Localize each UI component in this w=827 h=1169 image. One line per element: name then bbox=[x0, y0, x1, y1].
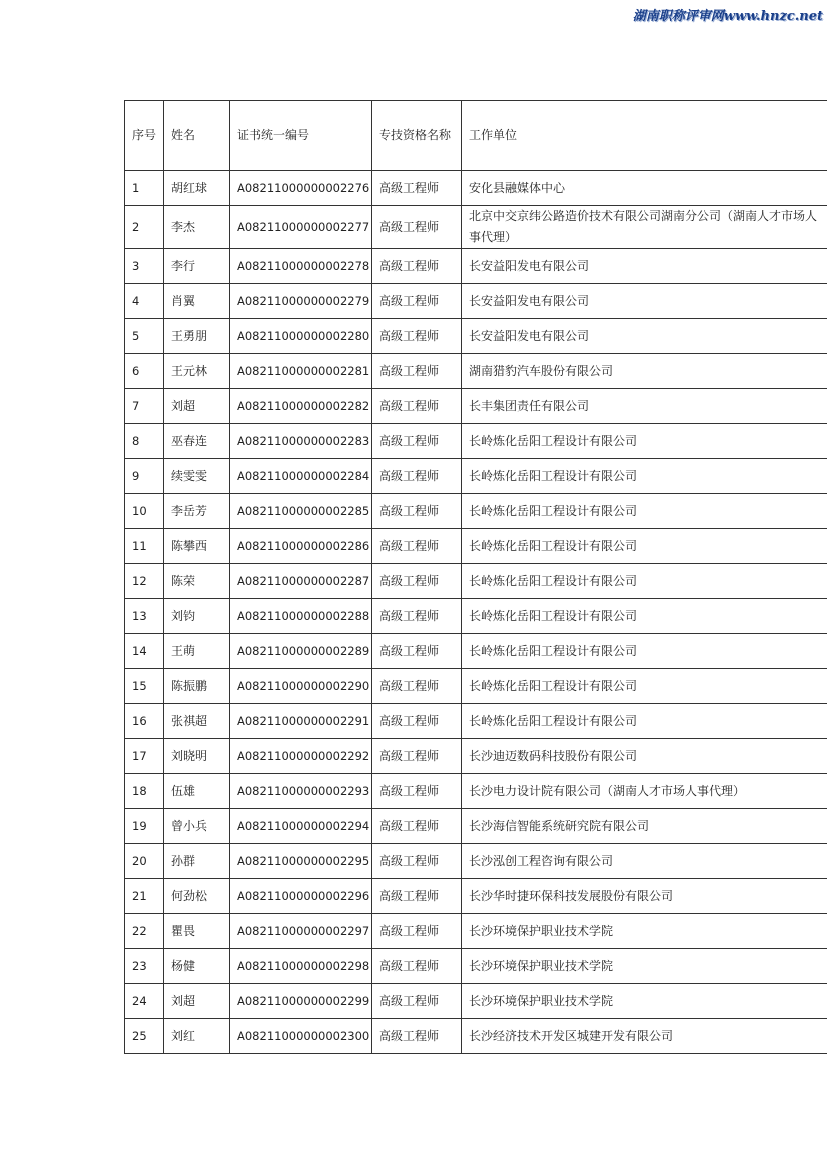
cell-qual: 高级工程师 bbox=[372, 206, 462, 249]
cell-seq: 14 bbox=[125, 634, 164, 669]
cell-seq: 3 bbox=[125, 249, 164, 284]
cell-qual: 高级工程师 bbox=[372, 739, 462, 774]
table-row bbox=[125, 1019, 827, 1054]
cell-unit: 湖南猎豹汽车股份有限公司 bbox=[462, 354, 827, 389]
cell-seq: 25 bbox=[125, 1019, 164, 1054]
cell-qual: 高级工程师 bbox=[372, 634, 462, 669]
table-row bbox=[125, 319, 827, 354]
cell-seq: 8 bbox=[125, 424, 164, 459]
cell-qual: 高级工程师 bbox=[372, 564, 462, 599]
table-row bbox=[125, 284, 827, 319]
cell-unit: 长岭炼化岳阳工程设计有限公司 bbox=[462, 634, 827, 669]
cell-cert: A08211000000002298 bbox=[230, 949, 372, 984]
header-qual: 专技资格名称 bbox=[372, 101, 462, 171]
cell-seq: 23 bbox=[125, 949, 164, 984]
table-row bbox=[125, 704, 827, 739]
cell-name: 刘超 bbox=[164, 984, 230, 1019]
roster-table bbox=[124, 100, 827, 1054]
table-row bbox=[125, 494, 827, 529]
cell-name: 巫春连 bbox=[164, 424, 230, 459]
cell-unit: 长沙经济技术开发区城建开发有限公司 bbox=[462, 1019, 827, 1054]
cell-seq: 12 bbox=[125, 564, 164, 599]
cell-cert: A08211000000002295 bbox=[230, 844, 372, 879]
cell-name: 陈振鹏 bbox=[164, 669, 230, 704]
cell-unit: 安化县融媒体中心 bbox=[462, 171, 827, 206]
cell-unit: 长岭炼化岳阳工程设计有限公司 bbox=[462, 599, 827, 634]
cell-seq: 20 bbox=[125, 844, 164, 879]
cell-unit: 长岭炼化岳阳工程设计有限公司 bbox=[462, 704, 827, 739]
table-row bbox=[125, 459, 827, 494]
cell-cert: A08211000000002282 bbox=[230, 389, 372, 424]
cell-cert: A08211000000002281 bbox=[230, 354, 372, 389]
cell-cert: A08211000000002290 bbox=[230, 669, 372, 704]
cell-qual: 高级工程师 bbox=[372, 774, 462, 809]
cell-unit: 长安益阳发电有限公司 bbox=[462, 249, 827, 284]
table-row bbox=[125, 249, 827, 284]
table-header-row bbox=[125, 101, 827, 171]
cell-name: 孙群 bbox=[164, 844, 230, 879]
table-row bbox=[125, 206, 827, 249]
cell-name: 张祺超 bbox=[164, 704, 230, 739]
cell-cert: A08211000000002279 bbox=[230, 284, 372, 319]
cell-unit: 北京中交京纬公路造价技术有限公司湖南分公司（湖南人才市场人事代理） bbox=[462, 206, 827, 249]
cell-seq: 2 bbox=[125, 206, 164, 249]
cell-unit: 长沙环境保护职业技术学院 bbox=[462, 984, 827, 1019]
cell-qual: 高级工程师 bbox=[372, 171, 462, 206]
cell-name: 王元林 bbox=[164, 354, 230, 389]
cell-qual: 高级工程师 bbox=[372, 424, 462, 459]
cell-unit: 长沙环境保护职业技术学院 bbox=[462, 949, 827, 984]
cell-seq: 16 bbox=[125, 704, 164, 739]
header-unit: 工作单位 bbox=[462, 101, 827, 171]
cell-unit: 长沙电力设计院有限公司（湖南人才市场人事代理） bbox=[462, 774, 827, 809]
cell-name: 陈攀西 bbox=[164, 529, 230, 564]
table-row bbox=[125, 599, 827, 634]
cell-cert: A08211000000002296 bbox=[230, 879, 372, 914]
cell-cert: A08211000000002294 bbox=[230, 809, 372, 844]
cell-seq: 21 bbox=[125, 879, 164, 914]
cell-qual: 高级工程师 bbox=[372, 529, 462, 564]
table-body bbox=[125, 171, 827, 1054]
table-row bbox=[125, 529, 827, 564]
cell-unit: 长安益阳发电有限公司 bbox=[462, 284, 827, 319]
cell-name: 王勇朋 bbox=[164, 319, 230, 354]
cell-seq: 22 bbox=[125, 914, 164, 949]
cell-cert: A08211000000002276 bbox=[230, 171, 372, 206]
cell-unit: 长岭炼化岳阳工程设计有限公司 bbox=[462, 459, 827, 494]
cell-name: 陈荣 bbox=[164, 564, 230, 599]
table-row bbox=[125, 774, 827, 809]
cell-name: 肖翼 bbox=[164, 284, 230, 319]
table-row bbox=[125, 634, 827, 669]
cell-qual: 高级工程师 bbox=[372, 354, 462, 389]
cell-cert: A08211000000002293 bbox=[230, 774, 372, 809]
cell-name: 王萌 bbox=[164, 634, 230, 669]
header-name: 姓名 bbox=[164, 101, 230, 171]
cell-qual: 高级工程师 bbox=[372, 949, 462, 984]
table-row bbox=[125, 739, 827, 774]
cell-qual: 高级工程师 bbox=[372, 984, 462, 1019]
cell-unit: 长丰集团责任有限公司 bbox=[462, 389, 827, 424]
cell-qual: 高级工程师 bbox=[372, 879, 462, 914]
cell-name: 刘红 bbox=[164, 1019, 230, 1054]
cell-name: 刘超 bbox=[164, 389, 230, 424]
cell-seq: 17 bbox=[125, 739, 164, 774]
cell-unit: 长安益阳发电有限公司 bbox=[462, 319, 827, 354]
cell-seq: 11 bbox=[125, 529, 164, 564]
cell-cert: A08211000000002292 bbox=[230, 739, 372, 774]
cell-cert: A08211000000002291 bbox=[230, 704, 372, 739]
cell-cert: A08211000000002286 bbox=[230, 529, 372, 564]
table-row bbox=[125, 809, 827, 844]
cell-name: 李杰 bbox=[164, 206, 230, 249]
cell-qual: 高级工程师 bbox=[372, 459, 462, 494]
cell-qual: 高级工程师 bbox=[372, 809, 462, 844]
table-row bbox=[125, 844, 827, 879]
cell-name: 何劲松 bbox=[164, 879, 230, 914]
cell-qual: 高级工程师 bbox=[372, 599, 462, 634]
cell-name: 瞿畏 bbox=[164, 914, 230, 949]
cell-cert: A08211000000002283 bbox=[230, 424, 372, 459]
header-seq: 序号 bbox=[125, 101, 164, 171]
cell-qual: 高级工程师 bbox=[372, 1019, 462, 1054]
site-watermark: 湖南职称评审网www.hnzc.net bbox=[632, 9, 823, 24]
cell-seq: 9 bbox=[125, 459, 164, 494]
cell-seq: 10 bbox=[125, 494, 164, 529]
cell-name: 杨健 bbox=[164, 949, 230, 984]
cell-seq: 24 bbox=[125, 984, 164, 1019]
cell-seq: 7 bbox=[125, 389, 164, 424]
cell-unit: 长沙华时捷环保科技发展股份有限公司 bbox=[462, 879, 827, 914]
cell-seq: 6 bbox=[125, 354, 164, 389]
cell-cert: A08211000000002287 bbox=[230, 564, 372, 599]
cell-seq: 13 bbox=[125, 599, 164, 634]
cell-unit: 长沙泓创工程咨询有限公司 bbox=[462, 844, 827, 879]
cell-name: 续雯雯 bbox=[164, 459, 230, 494]
header-cert: 证书统一编号 bbox=[230, 101, 372, 171]
cell-cert: A08211000000002300 bbox=[230, 1019, 372, 1054]
table-row bbox=[125, 914, 827, 949]
cell-name: 刘钧 bbox=[164, 599, 230, 634]
cell-cert: A08211000000002288 bbox=[230, 599, 372, 634]
table-row bbox=[125, 389, 827, 424]
table-row bbox=[125, 354, 827, 389]
cell-name: 刘晓明 bbox=[164, 739, 230, 774]
cell-name: 李岳芳 bbox=[164, 494, 230, 529]
table-row bbox=[125, 424, 827, 459]
table-row bbox=[125, 564, 827, 599]
cell-name: 李行 bbox=[164, 249, 230, 284]
cell-qual: 高级工程师 bbox=[372, 284, 462, 319]
cell-cert: A08211000000002297 bbox=[230, 914, 372, 949]
cell-qual: 高级工程师 bbox=[372, 389, 462, 424]
cell-name: 伍雄 bbox=[164, 774, 230, 809]
cell-unit: 长岭炼化岳阳工程设计有限公司 bbox=[462, 494, 827, 529]
cell-seq: 4 bbox=[125, 284, 164, 319]
cell-cert: A08211000000002277 bbox=[230, 206, 372, 249]
cell-name: 胡红球 bbox=[164, 171, 230, 206]
cell-cert: A08211000000002285 bbox=[230, 494, 372, 529]
cell-qual: 高级工程师 bbox=[372, 669, 462, 704]
cell-unit: 长岭炼化岳阳工程设计有限公司 bbox=[462, 424, 827, 459]
cell-unit: 长岭炼化岳阳工程设计有限公司 bbox=[462, 564, 827, 599]
cell-cert: A08211000000002280 bbox=[230, 319, 372, 354]
cell-qual: 高级工程师 bbox=[372, 914, 462, 949]
cell-cert: A08211000000002284 bbox=[230, 459, 372, 494]
table-row bbox=[125, 879, 827, 914]
cell-unit: 长沙迪迈数码科技股份有限公司 bbox=[462, 739, 827, 774]
cell-cert: A08211000000002289 bbox=[230, 634, 372, 669]
cell-unit: 长岭炼化岳阳工程设计有限公司 bbox=[462, 669, 827, 704]
cell-seq: 19 bbox=[125, 809, 164, 844]
cell-cert: A08211000000002299 bbox=[230, 984, 372, 1019]
cell-qual: 高级工程师 bbox=[372, 319, 462, 354]
cell-qual: 高级工程师 bbox=[372, 249, 462, 284]
cell-seq: 5 bbox=[125, 319, 164, 354]
table-row bbox=[125, 984, 827, 1019]
cell-unit: 长沙环境保护职业技术学院 bbox=[462, 914, 827, 949]
cell-qual: 高级工程师 bbox=[372, 494, 462, 529]
table-row bbox=[125, 949, 827, 984]
cell-cert: A08211000000002278 bbox=[230, 249, 372, 284]
cell-unit: 长沙海信智能系统研究院有限公司 bbox=[462, 809, 827, 844]
cell-name: 曾小兵 bbox=[164, 809, 230, 844]
cell-unit: 长岭炼化岳阳工程设计有限公司 bbox=[462, 529, 827, 564]
cell-qual: 高级工程师 bbox=[372, 844, 462, 879]
table-row bbox=[125, 669, 827, 704]
cell-seq: 15 bbox=[125, 669, 164, 704]
cell-seq: 1 bbox=[125, 171, 164, 206]
cell-qual: 高级工程师 bbox=[372, 704, 462, 739]
cell-seq: 18 bbox=[125, 774, 164, 809]
table-row bbox=[125, 171, 827, 206]
